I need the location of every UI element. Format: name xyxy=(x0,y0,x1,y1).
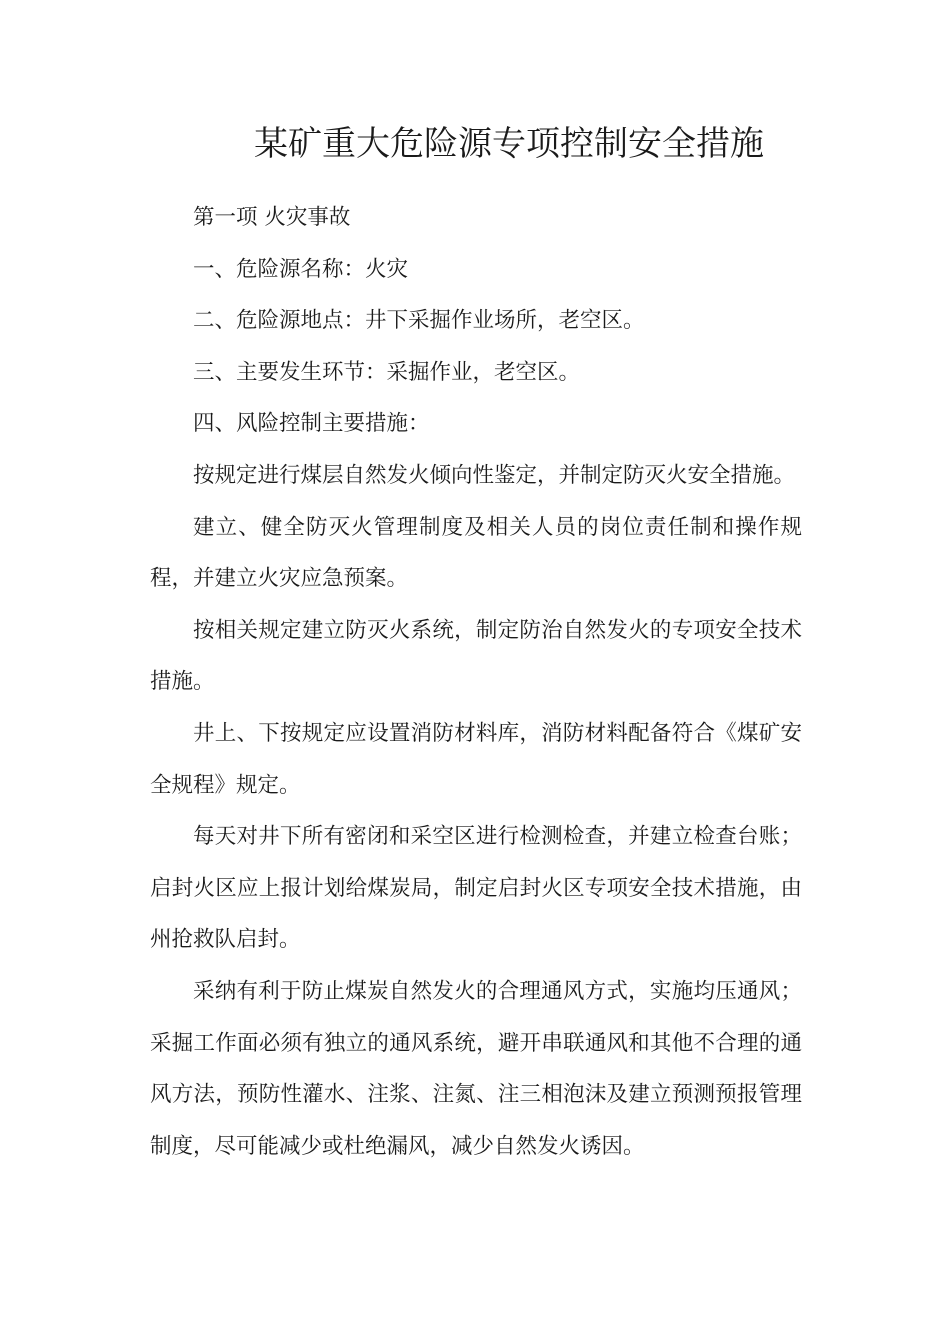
document-body xyxy=(150,192,802,1172)
measure-paragraph: 每天对井下所有密闭和采空区进行检测检查，并建立检查台账；启封火区应上报计划给煤炭局，制定启封火区专项安全技术措施，由州抢救队启封。 xyxy=(150,824,802,953)
hazard-name: 一、危险源名称：火灾 xyxy=(193,256,409,282)
measure-paragraph: 采纳有利于防止煤炭自然发火的合理通风方式，实施均压通风；采掘工作面必须有独立的通风系统，避开串联通风和其他不合理的通风方法，预防性灌水、注浆、注氮、注三相泡沫及建立预测预报管理制度，尽可能减少或杜绝漏风，减少自然发火诱因。 xyxy=(150,978,802,1159)
measure-paragraph: 按相关规定建立防灭火系统，制定防治自然发火的专项安全技术措施。 xyxy=(150,617,802,695)
measure-paragraph: 按规定进行煤层自然发火倾向性鉴定，并制定防灭火安全措施。 xyxy=(193,462,796,488)
document-title: 某矿重大危险源专项控制安全措施 xyxy=(254,124,764,164)
main-occurrence-stage: 三、主要发生环节：采掘作业，老空区。 xyxy=(193,359,581,385)
section-heading: 第一项 火灾事故 xyxy=(193,205,351,230)
measure-paragraph: 井上、下按规定应设置消防材料库，消防材料配备符合《煤矿安全规程》规定。 xyxy=(150,720,802,798)
measure-paragraph: 建立、健全防灭火管理制度及相关人员的岗位责任制和操作规程，并建立火灾应急预案。 xyxy=(150,514,802,592)
hazard-location: 二、危险源地点：井下采掘作业场所，老空区。 xyxy=(193,308,645,334)
risk-control-heading: 四、风险控制主要措施： xyxy=(193,411,430,437)
